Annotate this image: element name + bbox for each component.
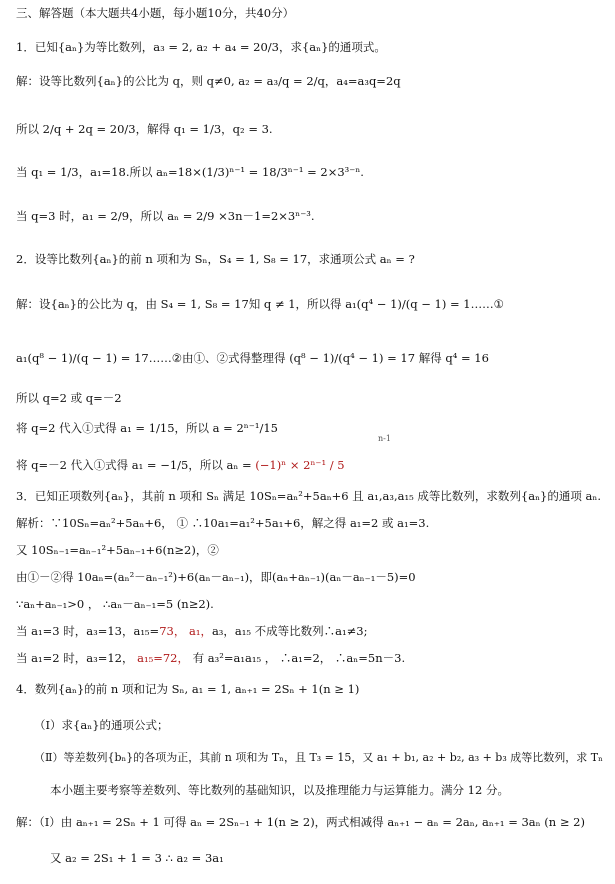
problem-3-solution-line-5: [16, 624, 367, 638]
problem-2-solution-line-4: 将 q=2 代入①式得 a₁ = 1/15，所以 a = 2ⁿ⁻¹/15: [16, 421, 278, 435]
problem-3-highlight-1: 73， a₁，: [159, 624, 212, 638]
problem-2-solution-line-5-text: 将 q=－2 代入①式得 a₁ = −1/5，所以 aₙ =: [16, 458, 256, 472]
problem-4-solution-line-2: 又 a₂ = 2S₁ + 1 = 3 ∴ a₂ = 3a₁: [50, 851, 224, 865]
problem-2-solution-line-1: 解：设{aₙ}的公比为 q，由 S₄ = 1, S₈ = 17知 q ≠ 1，所以得 a₁(q⁴ − 1)/(q − 1) = 1……①: [16, 297, 504, 311]
problem-2-solution-line-5: [16, 458, 345, 472]
problem-3-solution-line-4: ∵aₙ+aₙ₋₁>0 ， ∴aₙ－aₙ₋₁=5 (n≥2).: [16, 597, 214, 611]
problem-3-solution-line-6-text-a: 当 a₁=2 时，a₃=12，: [16, 651, 138, 665]
problem-1-solution-line-4: 当 q=3 时，a₁ = 2/9，所以 aₙ = 2/9 ×3n－1=2×3ⁿ⁻³.: [16, 209, 315, 223]
problem-3-solution-line-5-text-a: 当 a₁=3 时，a₃=13，a₁₅=: [16, 624, 160, 638]
margin-note: n-1: [378, 434, 391, 443]
problem-3-solution-line-6-text-b: 有 a₃²=a₁a₁₅ ， ∴a₁=2， ∴aₙ=5n－3.: [188, 651, 406, 665]
problem-3-solution-line-6: [16, 651, 405, 665]
problem-1-question: 1．已知{aₙ}为等比数列，a₃ = 2, a₂ + a₄ = 20/3，求{aₙ}的通项式。: [16, 40, 386, 54]
problem-4-question: 4．数列{aₙ}的前 n 项和记为 Sₙ, a₁ = 1, aₙ₊₁ = 2Sₙ + 1(n ≥ 1): [16, 682, 360, 696]
problem-1-solution-line-3: 当 q₁ = 1/3，a₁=18.所以 aₙ=18×(1/3)ⁿ⁻¹ = 18/3ⁿ⁻¹ = 2×3³⁻ⁿ.: [16, 165, 364, 179]
problem-2-solution-line-2: a₁(q⁸ − 1)/(q − 1) = 17……②由①、②式得整理得 (q⁸ − 1)/(q⁴ − 1) = 17 解得 q⁴ = 16: [16, 351, 489, 365]
problem-4-part-2: （Ⅱ）等差数列{bₙ}的各项为正，其前 n 项和为 Tₙ，且 T₃ = 15，又 a₁ + b₁, a₂ + b₂, a₃ + b₃ 成等比数列，求 Tₙ: [34, 751, 603, 764]
problem-3-solution-line-5-text-b: a₃，a₁₅ 不成等比数列∴a₁≠3;: [211, 624, 368, 638]
problem-2-solution-line-3: 所以 q=2 或 q=－2: [16, 391, 122, 405]
problem-4-solution-line-1: 解：（Ⅰ）由 aₙ₊₁ = 2Sₙ + 1 可得 aₙ = 2Sₙ₋₁ + 1(n ≥ 2)，两式相减得 aₙ₊₁ − aₙ = 2aₙ, aₙ₊₁ = 3aₙ (n ≥ 2): [16, 815, 585, 829]
problem-1-solution-line-2: 所以 2/q + 2q = 20/3，解得 q₁ = 1/3，q₂ = 3.: [16, 122, 273, 136]
problem-3-solution-line-3: 由①－②得 10aₙ=(aₙ²－aₙ₋₁²)+6(aₙ－aₙ₋₁)，即(aₙ+aₙ₋₁)(aₙ－aₙ₋₁－5)=0: [16, 570, 416, 584]
problem-4-intro: 本小题主要考察等差数列、等比数列的基础知识，以及推理能力与运算能力。满分 12 分。: [50, 783, 509, 797]
problem-3-highlight-2: a₁₅=72，: [137, 651, 189, 665]
problem-3-question: 3．已知正项数列{aₙ}，其前 n 项和 Sₙ 满足 10Sₙ=aₙ²+5aₙ+6 且 a₁,a₃,a₁₅ 成等比数列，求数列{aₙ}的通项 aₙ.: [16, 489, 602, 503]
problem-3-solution-line-1: 解析：∵10Sₙ=aₙ²+5aₙ+6， ① ∴10a₁=a₁²+5a₁+6，解之得 a₁=2 或 a₁=3.: [16, 516, 430, 530]
problem-2-question: 2．设等比数列{aₙ}的前 n 项和为 Sₙ，S₄ = 1, S₈ = 17，求通项公式 aₙ = ?: [16, 252, 415, 266]
problem-3-solution-line-2: 又 10Sₙ₋₁=aₙ₋₁²+5aₙ₋₁+6(n≥2)，②: [16, 543, 219, 557]
section-header: 三、解答题（本大题共4小题，每小题10分，共40分）: [16, 6, 295, 20]
problem-1-solution-line-1: 解：设等比数列{aₙ}的公比为 q，则 q≠0, a₂ = a₃/q = 2/q，a₄=a₃q=2q: [16, 74, 401, 88]
problem-2-answer-highlight: (−1)ⁿ × 2ⁿ⁻¹ / 5: [255, 458, 345, 472]
problem-4-part-1: （Ⅰ）求{aₙ}的通项公式；: [34, 718, 169, 732]
